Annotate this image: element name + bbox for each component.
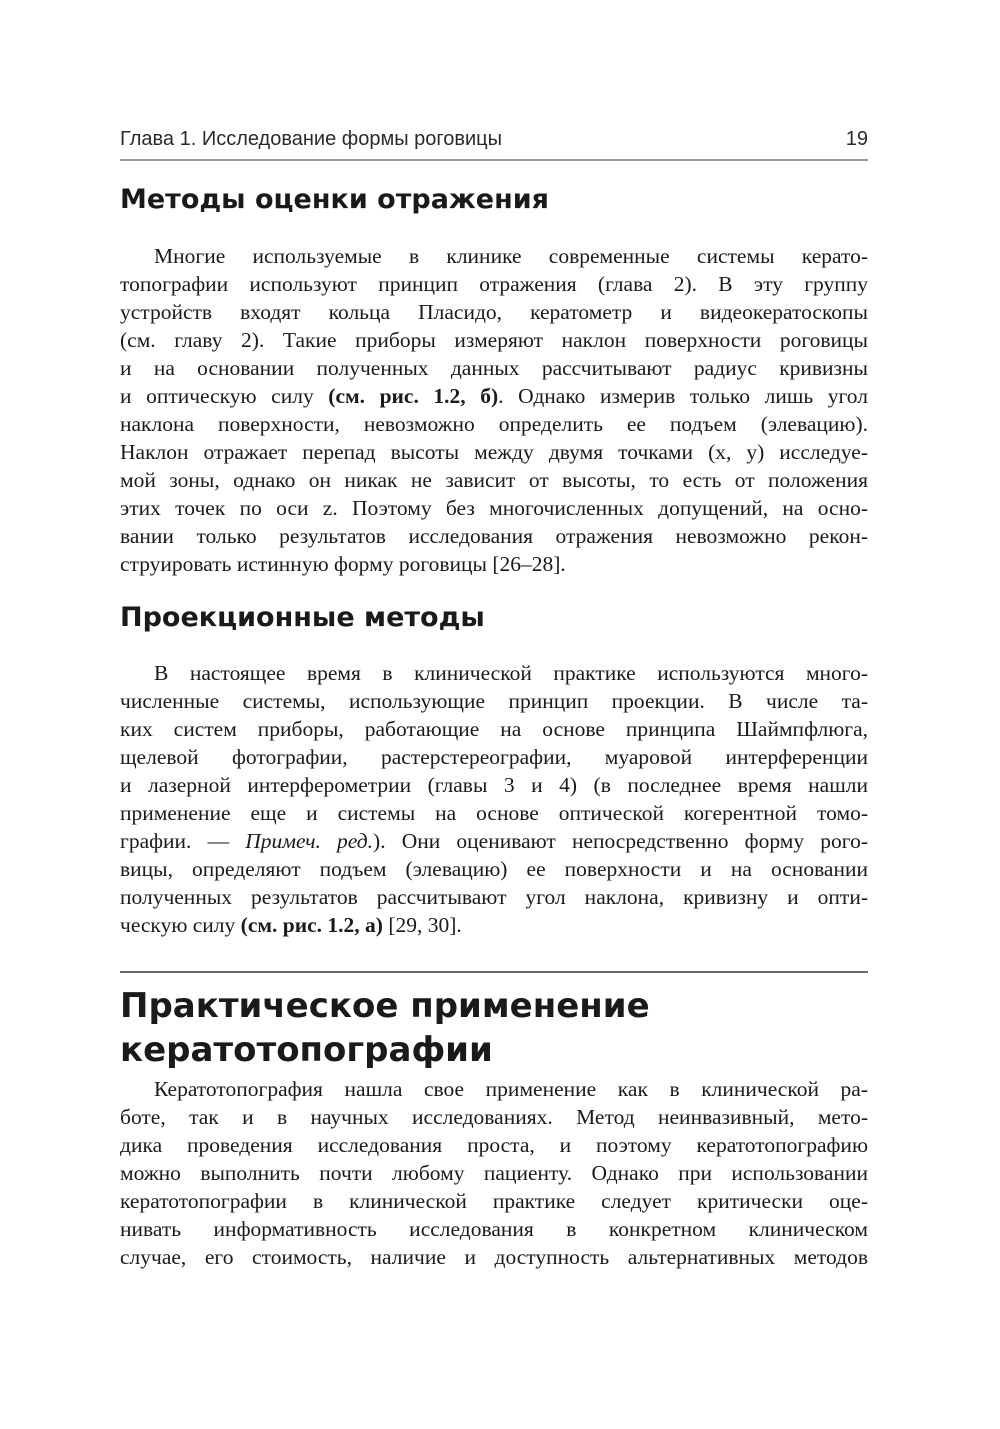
text-line: наклона поверхности, невозможно определить ее подъем (элевацию). — [120, 412, 868, 436]
editor-note: Примеч. ред. — [245, 829, 374, 853]
heading-line: Практическое применение — [120, 986, 650, 1026]
figure-reference: (см. рис. 1.2, а) — [240, 913, 383, 937]
page-number: 19 — [845, 128, 868, 150]
text-line: струировать истинную форму роговицы [26–28]. — [120, 552, 566, 576]
text-line: и на основании полученных данных рассчитывают радиус кривизны — [120, 356, 868, 380]
text-line — [120, 827, 868, 855]
text-run: ). Они оценивают непосредственно форму рого- — [373, 829, 868, 853]
paragraph-practical-application — [120, 1075, 868, 1271]
text-line: кератотопографии в клинической практике следует критически оце- — [120, 1189, 868, 1213]
text-run: ческую силу — [120, 913, 241, 937]
running-header — [120, 128, 868, 156]
heading-line: кератотопографии — [120, 1030, 493, 1070]
text-run: графии. — — [120, 829, 246, 853]
text-line: вании только результатов исследования отражения невозможно рекон- — [120, 524, 868, 548]
text-line — [120, 911, 868, 939]
section-heading-projection-methods: Проекционные методы — [120, 602, 485, 633]
text-line: вицы, определяют подъем (элевацию) ее поверхности и на основании — [120, 857, 868, 881]
text-line: Наклон отражает перепад высоты между двумя точками (х, у) исследуе- — [120, 440, 868, 464]
text-line: Кератотопография нашла свое применение как в клинической ра- — [154, 1077, 868, 1101]
text-line: полученных результатов рассчитывают угол наклона, кривизну и опти- — [120, 885, 868, 909]
figure-reference: (см. рис. 1.2, б) — [328, 384, 499, 408]
paragraph-reflection-methods — [120, 242, 868, 578]
text-run: . Однако измерив только лишь угол — [498, 384, 868, 408]
chapter-title: Глава 1. Исследование формы роговицы — [120, 128, 502, 150]
text-line: щелевой фотографии, растерстереографии, муаровой интерференции — [120, 745, 868, 769]
text-line: этих точек по оси z. Поэтому без многочисленных допущений, на осно- — [120, 496, 868, 520]
text-line: численные системы, использующие принцип проекции. В числе та- — [120, 689, 868, 713]
text-line: ких систем приборы, работающие на основе принципа Шаймпфлюга, — [120, 717, 868, 741]
header-divider — [120, 159, 868, 161]
chapter-section-heading — [120, 984, 650, 1072]
text-line: и лазерной интерферометрии (главы 3 и 4) (в последнее время нашли — [120, 773, 868, 797]
section-divider — [120, 971, 868, 973]
text-run: [29, 30]. — [382, 913, 462, 937]
text-line: боте, так и в научных исследованиях. Метод неинвазивный, мето- — [120, 1105, 868, 1129]
text-line — [120, 382, 868, 410]
text-line: устройств входят кольца Пласидо, кератометр и видеокератоскопы — [120, 300, 868, 324]
text-line: (см. главу 2). Такие приборы измеряют наклон поверхности роговицы — [120, 328, 868, 352]
text-line: применение еще и системы на основе оптической когерентной томо- — [120, 801, 868, 825]
text-line: можно выполнить почти любому пациенту. Однако при использовании — [120, 1161, 868, 1185]
text-line: нивать информативность исследования в конкретном клиническом — [120, 1217, 868, 1241]
text-line: мой зоны, однако он никак не зависит от высоты, то есть от положения — [120, 468, 868, 492]
text-line: случае, его стоимость, наличие и доступность альтернативных методов — [120, 1245, 868, 1269]
text-line: топографии используют принцип отражения (глава 2). В эту группу — [120, 272, 868, 296]
text-line: дика проведения исследования проста, и поэтому кератотопографию — [120, 1133, 868, 1157]
text-line: Многие используемые в клинике современные системы керато- — [154, 244, 868, 268]
paragraph-projection-methods — [120, 659, 868, 939]
section-heading-reflection-methods: Методы оценки отражения — [120, 184, 550, 215]
text-line: В настоящее время в клинической практике используются много- — [154, 661, 868, 685]
text-run: и оптическую силу — [120, 384, 329, 408]
